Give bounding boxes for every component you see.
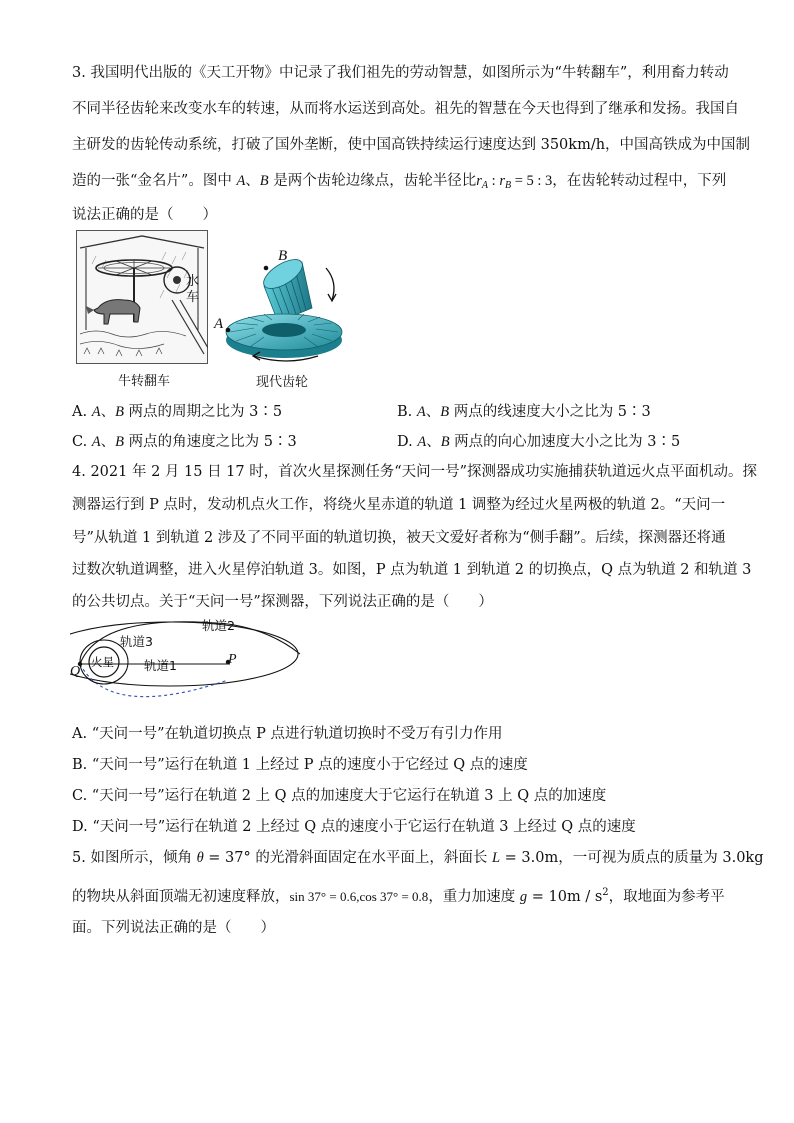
q4-line-5: 的公共切点。关于“天问一号”探测器，下列说法正确的是（ ） (72, 594, 493, 610)
point-a-marker (226, 328, 231, 333)
q4-option-d[interactable]: D. “天问一号”运行在轨道 2 上经过 Q 点的速度小于它运行在轨道 3 上经过 Q 点的速度 (72, 819, 636, 835)
q5-line-1: 5. 如图所示，倾角 θ = 37° 的光滑斜面固定在水平面上，斜面长 L = 3.0m，一可视为质点的质量为 3.0kg (72, 850, 764, 866)
point-q-label: Q (70, 664, 81, 679)
q3-line-4: 造的一张“金名片”。图中 A、B 是两个齿轮边缘点，齿轮半径比$r_A$ : $r_B = 5$ : 3，在齿轮转动过程中，下列 (72, 173, 727, 191)
q3-option-d[interactable]: D. A、B 两点的向心加速度大小之比为 3∶5 (397, 434, 681, 450)
q3-option-c[interactable]: C. A、B 两点的角速度之比为 5∶3 (72, 434, 297, 450)
orbit-1-label: 轨道1 (144, 658, 177, 673)
q3-line-2: 不同半径齿轮来改变水车的转速，从而将水运送到高处。祖先的智慧在今天也得到了继承和发扬。我国自 (72, 101, 739, 117)
orbit-3-label: 轨道3 (120, 634, 153, 649)
bevel-gear-figure (214, 248, 364, 390)
orbit-diagram (70, 612, 306, 716)
q4-line-1: 4. 2021 年 2 月 15 日 17 时，首次火星探测任务“天问一号”探测器成功实施捕获轨道远火点平面机动。探 (72, 464, 758, 480)
q4-line-3: 号”从轨道 1 到轨道 2 涉及了不同平面的轨道切换，被天文爱好者称为“侧手翻”。后续，探测器还将通 (72, 530, 726, 546)
modern-gear-caption: 现代齿轮 (256, 375, 309, 390)
q4-line-2: 测器运行到 P 点时，发动机点火工作，将绕火星赤道的轨道 1 调整为经过火星两极的轨道 2。“天问一 (72, 497, 726, 513)
q4-option-c[interactable]: C. “天问一号”运行在轨道 2 上 Q 点的加速度大于它运行在轨道 3 上 Q 点的加速度 (72, 788, 607, 804)
q4-line-4: 过数次轨道调整，进入火星停泊轨道 3。如图，P 点为轨道 1 到轨道 2 的切换点，Q 点为轨道 2 和轨道 3 (72, 562, 752, 578)
gear-label-b: B (278, 248, 288, 264)
q5-line-3: 面。下列说法正确的是（ ） (72, 920, 275, 936)
ratio-formula: $r_A$ : $r_B = 5$ : 3 (476, 173, 553, 191)
q4-option-a[interactable]: A. “天问一号”在轨道切换点 P 点进行轨道切换时不受万有引力作用 (72, 726, 503, 742)
gear-label-a: A (214, 316, 224, 332)
point-p-label: P (228, 652, 237, 667)
mars-label: 火星 (91, 655, 114, 669)
upper-rotation-arrow (326, 268, 334, 300)
bevel-gear-illustration (214, 248, 364, 370)
q3-line-5: 说法正确的是（ ） (72, 207, 217, 223)
orbit-2-label: 轨道2 (202, 618, 235, 633)
q3-line-1: 3. 我国明代出版的《天工开物》中记录了我们祖先的劳动智慧，如图所示为“牛转翻车”，利用畜力转动 (72, 65, 729, 81)
gear-a (226, 314, 342, 358)
q3-option-a[interactable]: A. A、B 两点的周期之比为 3∶5 (72, 404, 283, 420)
ox-waterwheel-figure (76, 230, 208, 389)
ox-waterwheel-caption: 牛转翻车 (118, 374, 171, 389)
q5-line-2: 的物块从斜面顶端无初速度释放，sin 37° = 0.6,cos 37° = 0.8，重力加速度 $g = 10m / s^2$，取地面为参考平 (72, 887, 725, 905)
q3-option-b[interactable]: B. A、B 两点的线速度大小之比为 5∶3 (397, 404, 651, 420)
water-wheel-label: 水 车 (186, 274, 200, 305)
q4-option-b[interactable]: B. “天问一号”运行在轨道 1 上经过 P 点的速度小于它经过 Q 点的速度 (72, 757, 528, 773)
q3-line-3: 主研发的齿轮传动系统，打破了国外垄断，使中国高铁持续运行速度达到 350km/h，中国高铁成为中国制 (72, 137, 751, 153)
point-b-marker (264, 266, 269, 271)
